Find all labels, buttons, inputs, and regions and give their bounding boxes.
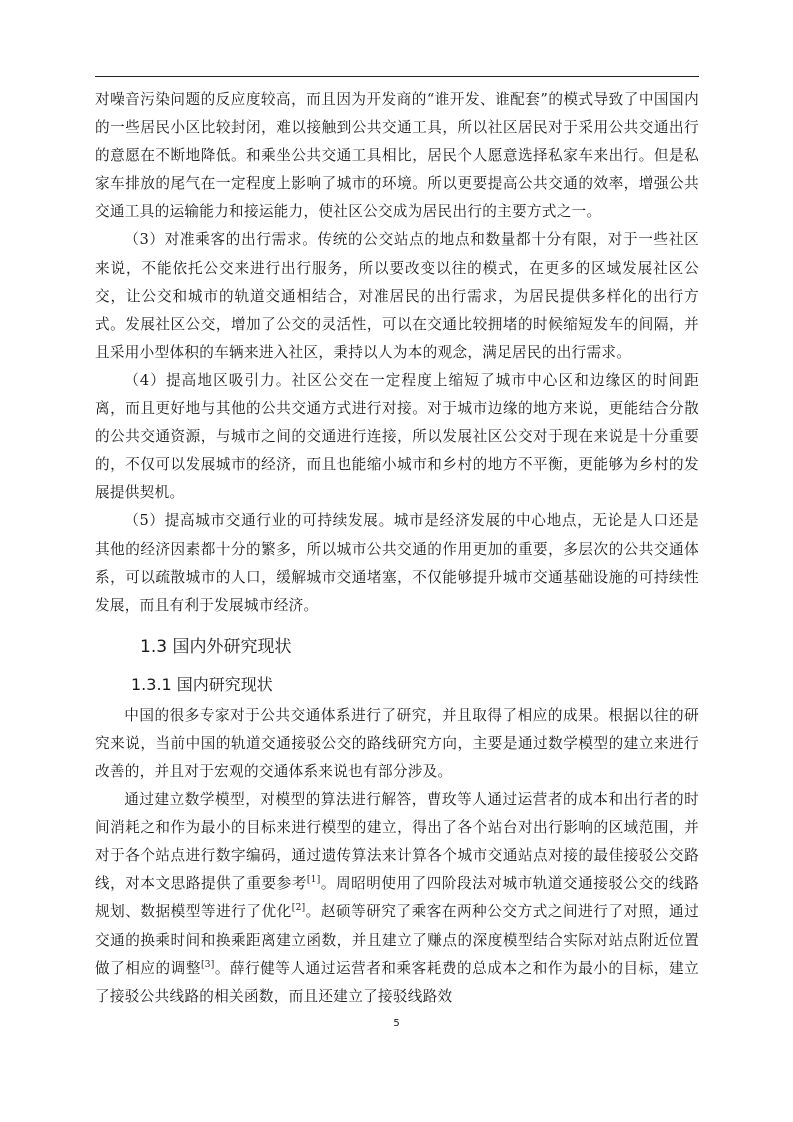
paragraph-text: 。薛行健等人通过运营者和乘客耗费的总成本之和作为最小的目标，建立了接驳公共线路的相关函数，而且还建立了接驳线路效 [95, 959, 699, 1005]
body-paragraph: （5）提高城市交通行业的可持续发展。城市是经济发展的中心地点，无论是人口还是其他的经济因素都十分的繁多，所以城市公共交通的作用更加的重要，多层次的公共交通体系，可以疏散城市的人口，缓解城市交通堵塞，不仅能够提升城市交通基础设施的可持续性发展，而且有利于发展城市经济。 [95, 512, 699, 614]
paragraph-text: 通过建立数学模型，对模型的算法进行解答，曹玫等人通过运营者的成本和出行者的时间消耗之和作为最小的目标来进行模型的建立，得出了各个站台对出行影响的区域范围，并对于各个站点进行数字编码，通过遗传算法来计算各个城市交通站点对接的最佳接驳公交路线，对本文思路提供了重要参考 [95, 791, 699, 893]
header-rule [95, 76, 699, 77]
citation-ref: [3] [200, 959, 215, 970]
body-paragraph: （3）对准乘客的出行需求。传统的公交站点的地点和数量都十分有限，对于一些社区来说，不能依托公交来进行出行服务，所以要改变以往的模式，在更多的区域发展社区公交，让公交和城市的轨道交通相结合，对准居民的出行需求，为居民提供多样化的出行方式。发展社区公交，增加了公交的灵活性，可以在交通比较拥堵的时候缩短发车的间隔，并且采用小型体积的车辆来进入社区，秉持以人为本的观念，满足居民的出行需求。 [95, 231, 699, 361]
page-body [95, 86, 699, 1011]
body-paragraph [95, 786, 699, 1011]
paragraph-text: 。赵硕等研究了乘客在两种公交方式之间进行了对照，通过交通的换乘时间和换乘距离建立函数，并且建立了赚点的深度模型结合实际对站点附近位置做了相应的调整 [95, 903, 699, 977]
section-heading: 1.3 国内外研究现状 [140, 636, 292, 657]
citation-ref: [2] [291, 903, 306, 914]
citation-ref: [1] [306, 875, 321, 886]
page-number: 5 [393, 1018, 400, 1029]
body-paragraph: 中国的很多专家对于公共交通体系进行了研究，并且取得了相应的成果。根据以往的研究来说，当前中国的轨道交通接驳公交的路线研究方向，主要是通过数学模型的建立来进行改善的，并且对于宏观的交通体系来说也有部分涉及。 [95, 706, 699, 780]
body-paragraph: 对噪音污染问题的反应度较高，而且因为开发商的“谁开发、谁配套”的模式导致了中国国内的一些居民小区比较封闭，难以接触到公共交通工具，所以社区居民对于采用公共交通出行的意愿在不断地降低。和乘坐公共交通工具相比，居民个人愿意选择私家车来出行。但是私家车排放的尾气在一定程度上影响了城市的环境。所以更要提高公共交通的效率，增强公共交通工具的运输能力和接运能力，使社区公交成为居民出行的主要方式之一。 [95, 91, 699, 221]
body-paragraph: （4）提高地区吸引力。社区公交在一定程度上缩短了城市中心区和边缘区的时间距离，而且更好地与其他的公共交通方式进行对接。对于城市边缘的地方来说，更能结合分散的公共交通资源，与城市之间的交通进行连接，所以发展社区公交对于现在来说是十分重要的，不仅可以发展城市的经济，而且也能缩小城市和乡村的地方不平衡，更能够为乡村的发展提供契机。 [95, 371, 699, 502]
paragraph-text: 。周昭明使用了四阶段法对城市轨道交通接驳公交的线路规划、数据模型等进行了优化 [95, 875, 699, 921]
subsection-heading: 1.3.1 国内研究现状 [131, 674, 273, 694]
